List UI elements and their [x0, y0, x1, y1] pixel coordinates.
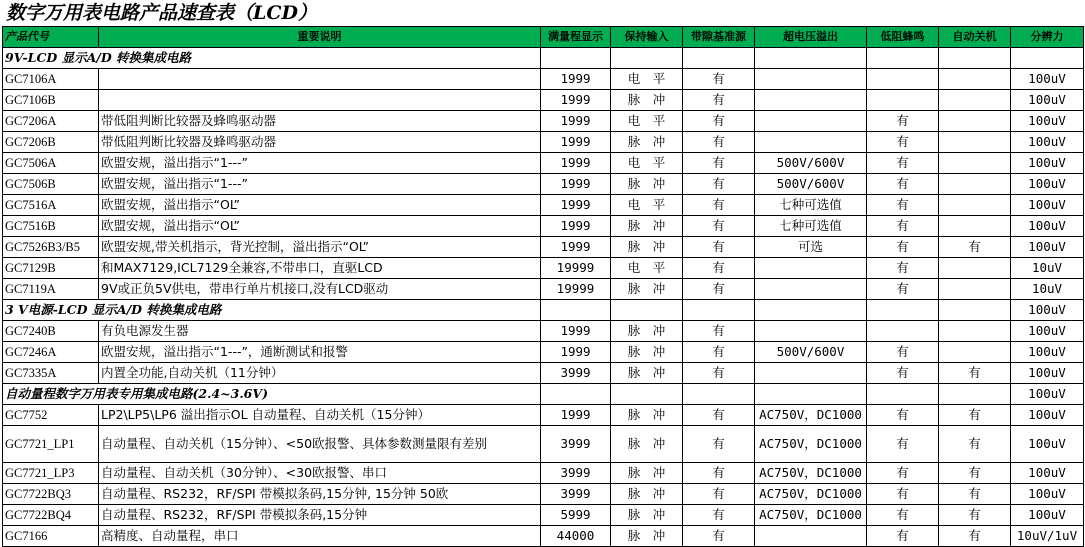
table-row	[3, 484, 1084, 505]
cell-full-scale: 3999	[541, 426, 611, 463]
cell-hold-input: 脉 冲	[611, 342, 683, 363]
cell-overvoltage	[755, 363, 867, 384]
cell-resolution: 100uV	[1011, 174, 1084, 195]
cell-auto-off: 有	[939, 484, 1011, 505]
cell-hold-input: 脉 冲	[611, 216, 683, 237]
table-row	[3, 195, 1084, 216]
cell-resolution: 100uV	[1011, 132, 1084, 153]
cell-bandgap-ref: 有	[683, 90, 755, 111]
cell-low-res-buzzer: 有	[867, 342, 939, 363]
cell-bandgap-ref: 有	[683, 426, 755, 463]
table-row	[3, 69, 1084, 90]
table-row	[3, 174, 1084, 195]
cell-code: GC7722BQ4	[3, 505, 99, 526]
table-header-row	[3, 27, 1084, 48]
cell-description: LP2\LP5\LP6 溢出指示OL 自动量程、自动关机（15分钟）	[99, 405, 541, 426]
cell-auto-off	[939, 69, 1011, 90]
cell-full-scale: 1999	[541, 90, 611, 111]
table-row	[3, 526, 1084, 547]
cell-auto-off	[939, 342, 1011, 363]
header-overvoltage: 超电压溢出	[755, 27, 867, 48]
cell-code: GC7721_LP3	[3, 463, 99, 484]
table-row	[3, 321, 1084, 342]
cell-resolution: 100uV	[1011, 463, 1084, 484]
cell-resolution: 10uV	[1011, 258, 1084, 279]
cell-code: GC7166	[3, 526, 99, 547]
cell-description: 自动量程、RS232，RF/SPI 带模拟条码,15分钟	[99, 505, 541, 526]
cell-description: 自动量程、自动关机（15分钟）、<50欧报警、具体参数测量限有差别	[99, 426, 541, 463]
table-row	[3, 216, 1084, 237]
cell-resolution: 100uV	[1011, 195, 1084, 216]
cell-full-scale: 5999	[541, 505, 611, 526]
cell-auto-off	[939, 279, 1011, 300]
cell-low-res-buzzer: 有	[867, 132, 939, 153]
cell-overvoltage: 七种可选值	[755, 216, 867, 237]
cell-low-res-buzzer: 有	[867, 505, 939, 526]
cell-resolution: 10uV/1uV	[1011, 526, 1084, 547]
table-row	[3, 426, 1084, 463]
cell-full-scale: 3999	[541, 484, 611, 505]
cell-resolution: 100uV	[1011, 69, 1084, 90]
cell-full-scale: 19999	[541, 258, 611, 279]
cell-code: GC7106A	[3, 69, 99, 90]
cell-description: 高精度、自动量程，串口	[99, 526, 541, 547]
cell-auto-off	[939, 321, 1011, 342]
cell-hold-input: 脉 冲	[611, 237, 683, 258]
empty-cell	[611, 48, 683, 69]
header-bandgap-ref: 带隙基准源	[683, 27, 755, 48]
cell-full-scale: 1999	[541, 405, 611, 426]
cell-auto-off: 有	[939, 237, 1011, 258]
cell-bandgap-ref: 有	[683, 279, 755, 300]
cell-resolution: 100uV	[1011, 90, 1084, 111]
cell-resolution	[1011, 48, 1084, 69]
cell-description: 欧盟安规，溢出指示“1---”	[99, 153, 541, 174]
empty-cell	[683, 300, 755, 321]
cell-hold-input: 脉 冲	[611, 463, 683, 484]
cell-auto-off: 有	[939, 463, 1011, 484]
cell-resolution: 100uV	[1011, 111, 1084, 132]
cell-code: GC7752	[3, 405, 99, 426]
table-row	[3, 132, 1084, 153]
section-row	[3, 384, 1084, 405]
empty-cell	[939, 384, 1011, 405]
cell-auto-off	[939, 195, 1011, 216]
section-row	[3, 300, 1084, 321]
empty-cell	[939, 300, 1011, 321]
cell-code: GC7335A	[3, 363, 99, 384]
cell-resolution: 100uV	[1011, 321, 1084, 342]
cell-full-scale: 1999	[541, 111, 611, 132]
cell-low-res-buzzer: 有	[867, 195, 939, 216]
cell-full-scale: 1999	[541, 195, 611, 216]
cell-description: 内置全功能,自动关机（11分钟）	[99, 363, 541, 384]
cell-code: GC7119A	[3, 279, 99, 300]
cell-auto-off: 有	[939, 526, 1011, 547]
cell-hold-input: 脉 冲	[611, 90, 683, 111]
cell-bandgap-ref: 有	[683, 463, 755, 484]
cell-full-scale: 3999	[541, 463, 611, 484]
page-title: 数字万用表电路产品速查表（LCD）	[6, 2, 317, 24]
empty-cell	[939, 48, 1011, 69]
cell-bandgap-ref: 有	[683, 484, 755, 505]
cell-bandgap-ref: 有	[683, 174, 755, 195]
cell-full-scale: 1999	[541, 216, 611, 237]
cell-bandgap-ref: 有	[683, 195, 755, 216]
cell-description: 欧盟安规,带关机指示，背光控制，溢出指示“OL”	[99, 237, 541, 258]
cell-auto-off	[939, 132, 1011, 153]
cell-full-scale: 1999	[541, 174, 611, 195]
empty-cell	[611, 384, 683, 405]
cell-auto-off	[939, 90, 1011, 111]
cell-hold-input: 脉 冲	[611, 132, 683, 153]
cell-low-res-buzzer: 有	[867, 463, 939, 484]
header-description: 重要说明	[99, 27, 541, 48]
cell-overvoltage	[755, 258, 867, 279]
empty-cell	[683, 48, 755, 69]
cell-hold-input: 脉 冲	[611, 426, 683, 463]
cell-hold-input: 脉 冲	[611, 363, 683, 384]
section-title: 自动量程数字万用表专用集成电路(2.4~3.6V)	[3, 384, 541, 405]
cell-resolution: 100uV	[1011, 405, 1084, 426]
cell-description: 带低阻判断比较器及蜂鸣驱动器	[99, 132, 541, 153]
cell-overvoltage: 500V/600V	[755, 342, 867, 363]
cell-hold-input: 脉 冲	[611, 405, 683, 426]
cell-low-res-buzzer	[867, 90, 939, 111]
cell-bandgap-ref: 有	[683, 405, 755, 426]
header-full-scale: 满量程显示	[541, 27, 611, 48]
cell-bandgap-ref: 有	[683, 505, 755, 526]
cell-full-scale: 1999	[541, 321, 611, 342]
cell-hold-input: 脉 冲	[611, 279, 683, 300]
cell-resolution: 100uV	[1011, 426, 1084, 463]
cell-full-scale: 1999	[541, 237, 611, 258]
cell-description: 9V或正负5V供电，带串行单片机接口,没有LCD驱动	[99, 279, 541, 300]
cell-code: GC7721_LP1	[3, 426, 99, 463]
empty-cell	[541, 48, 611, 69]
empty-cell	[755, 384, 867, 405]
cell-low-res-buzzer: 有	[867, 111, 939, 132]
cell-bandgap-ref: 有	[683, 132, 755, 153]
cell-auto-off	[939, 111, 1011, 132]
cell-bandgap-ref: 有	[683, 111, 755, 132]
cell-overvoltage: AC750V，DC1000	[755, 426, 867, 463]
cell-low-res-buzzer: 有	[867, 405, 939, 426]
cell-low-res-buzzer: 有	[867, 153, 939, 174]
cell-low-res-buzzer	[867, 69, 939, 90]
cell-code: GC7506B	[3, 174, 99, 195]
cell-low-res-buzzer: 有	[867, 484, 939, 505]
empty-cell	[541, 384, 611, 405]
header-resolution: 分辨力	[1011, 27, 1084, 48]
cell-description	[99, 90, 541, 111]
cell-hold-input: 脉 冲	[611, 484, 683, 505]
header-low-res-buzzer: 低阻蜂鸣	[867, 27, 939, 48]
cell-bandgap-ref: 有	[683, 216, 755, 237]
cell-overvoltage: AC750V，DC1000	[755, 463, 867, 484]
cell-low-res-buzzer	[867, 321, 939, 342]
cell-overvoltage	[755, 69, 867, 90]
cell-description	[99, 69, 541, 90]
cell-overvoltage	[755, 526, 867, 547]
cell-full-scale: 1999	[541, 132, 611, 153]
cell-resolution: 100uV	[1011, 153, 1084, 174]
cell-bandgap-ref: 有	[683, 321, 755, 342]
cell-code: GC7516B	[3, 216, 99, 237]
cell-resolution: 100uV	[1011, 363, 1084, 384]
cell-auto-off	[939, 258, 1011, 279]
cell-description: 欧盟安规，溢出指示“1---”	[99, 174, 541, 195]
cell-auto-off	[939, 174, 1011, 195]
empty-cell	[683, 384, 755, 405]
cell-full-scale: 3999	[541, 363, 611, 384]
cell-code: GC7526B3/B5	[3, 237, 99, 258]
cell-low-res-buzzer: 有	[867, 216, 939, 237]
cell-auto-off: 有	[939, 426, 1011, 463]
table-body	[3, 48, 1084, 547]
cell-resolution: 100uV	[1011, 384, 1084, 405]
cell-hold-input: 脉 冲	[611, 174, 683, 195]
cell-overvoltage	[755, 111, 867, 132]
cell-hold-input: 脉 冲	[611, 321, 683, 342]
cell-auto-off: 有	[939, 505, 1011, 526]
empty-cell	[541, 300, 611, 321]
cell-auto-off	[939, 153, 1011, 174]
cell-low-res-buzzer: 有	[867, 258, 939, 279]
cell-bandgap-ref: 有	[683, 258, 755, 279]
cell-hold-input: 电 平	[611, 153, 683, 174]
section-title: 3 V电源-LCD 显示A/D 转换集成电路	[3, 300, 541, 321]
cell-bandgap-ref: 有	[683, 153, 755, 174]
cell-resolution: 100uV	[1011, 505, 1084, 526]
cell-full-scale: 44000	[541, 526, 611, 547]
table-row	[3, 363, 1084, 384]
cell-code: GC7129B	[3, 258, 99, 279]
table-row	[3, 405, 1084, 426]
header-code: 产品代号	[3, 27, 99, 48]
table-row	[3, 505, 1084, 526]
cell-auto-off	[939, 216, 1011, 237]
cell-code: GC7206B	[3, 132, 99, 153]
cell-low-res-buzzer: 有	[867, 526, 939, 547]
cell-resolution: 100uV	[1011, 237, 1084, 258]
cell-description: 自动量程、自动关机（30分钟）、<30欧报警、串口	[99, 463, 541, 484]
cell-hold-input: 电 平	[611, 195, 683, 216]
cell-overvoltage: 500V/600V	[755, 153, 867, 174]
empty-cell	[867, 300, 939, 321]
cell-resolution: 100uV	[1011, 342, 1084, 363]
cell-description: 自动量程、RS232，RF/SPI 带模拟条码,15分钟, 15分钟 50欧	[99, 484, 541, 505]
cell-overvoltage: AC750V，DC1000	[755, 405, 867, 426]
empty-cell	[867, 384, 939, 405]
cell-full-scale: 1999	[541, 153, 611, 174]
cell-auto-off: 有	[939, 405, 1011, 426]
cell-low-res-buzzer: 有	[867, 426, 939, 463]
cell-code: GC7240B	[3, 321, 99, 342]
cell-low-res-buzzer: 有	[867, 279, 939, 300]
cell-overvoltage	[755, 90, 867, 111]
cell-description: 欧盟安规，溢出指示“OL”	[99, 216, 541, 237]
empty-cell	[755, 48, 867, 69]
table-row	[3, 90, 1084, 111]
table-row	[3, 342, 1084, 363]
cell-low-res-buzzer: 有	[867, 363, 939, 384]
table-row	[3, 258, 1084, 279]
cell-hold-input: 电 平	[611, 258, 683, 279]
section-title: 9V-LCD 显示A/D 转换集成电路	[3, 48, 541, 69]
cell-resolution: 100uV	[1011, 300, 1084, 321]
cell-code: GC7722BQ3	[3, 484, 99, 505]
cell-code: GC7516A	[3, 195, 99, 216]
cell-description: 带低阻判断比较器及蜂鸣驱动器	[99, 111, 541, 132]
cell-overvoltage: 七种可选值	[755, 195, 867, 216]
cell-bandgap-ref: 有	[683, 237, 755, 258]
product-table	[2, 26, 1084, 547]
cell-bandgap-ref: 有	[683, 526, 755, 547]
cell-bandgap-ref: 有	[683, 363, 755, 384]
cell-overvoltage: AC750V，DC1000	[755, 484, 867, 505]
cell-description: 欧盟安规，溢出指示“OL”	[99, 195, 541, 216]
cell-hold-input: 脉 冲	[611, 505, 683, 526]
table-row	[3, 279, 1084, 300]
cell-overvoltage	[755, 321, 867, 342]
cell-code: GC7506A	[3, 153, 99, 174]
header-hold-input: 保持输入	[611, 27, 683, 48]
table-row	[3, 237, 1084, 258]
table-row	[3, 111, 1084, 132]
cell-overvoltage: 500V/600V	[755, 174, 867, 195]
table-row	[3, 153, 1084, 174]
cell-code: GC7206A	[3, 111, 99, 132]
cell-overvoltage	[755, 132, 867, 153]
cell-low-res-buzzer: 有	[867, 237, 939, 258]
table-row	[3, 463, 1084, 484]
cell-resolution: 100uV	[1011, 484, 1084, 505]
cell-auto-off: 有	[939, 363, 1011, 384]
cell-low-res-buzzer: 有	[867, 174, 939, 195]
cell-overvoltage	[755, 279, 867, 300]
cell-hold-input: 电 平	[611, 111, 683, 132]
cell-bandgap-ref: 有	[683, 69, 755, 90]
header-auto-off: 自动关机	[939, 27, 1011, 48]
empty-cell	[755, 300, 867, 321]
cell-code: GC7106B	[3, 90, 99, 111]
cell-full-scale: 1999	[541, 342, 611, 363]
cell-overvoltage: 可选	[755, 237, 867, 258]
cell-description: 有负电源发生器	[99, 321, 541, 342]
section-row	[3, 48, 1084, 69]
cell-resolution: 100uV	[1011, 216, 1084, 237]
cell-full-scale: 1999	[541, 69, 611, 90]
cell-hold-input: 电 平	[611, 69, 683, 90]
cell-bandgap-ref: 有	[683, 342, 755, 363]
cell-hold-input: 脉 冲	[611, 526, 683, 547]
empty-cell	[867, 48, 939, 69]
cell-overvoltage: AC750V，DC1000	[755, 505, 867, 526]
cell-description: 和MAX7129,ICL7129全兼容,不带串口，直驱LCD	[99, 258, 541, 279]
cell-resolution: 10uV	[1011, 279, 1084, 300]
cell-description: 欧盟安规，溢出指示“1---”，通断测试和报警	[99, 342, 541, 363]
cell-full-scale: 19999	[541, 279, 611, 300]
empty-cell	[611, 300, 683, 321]
cell-code: GC7246A	[3, 342, 99, 363]
